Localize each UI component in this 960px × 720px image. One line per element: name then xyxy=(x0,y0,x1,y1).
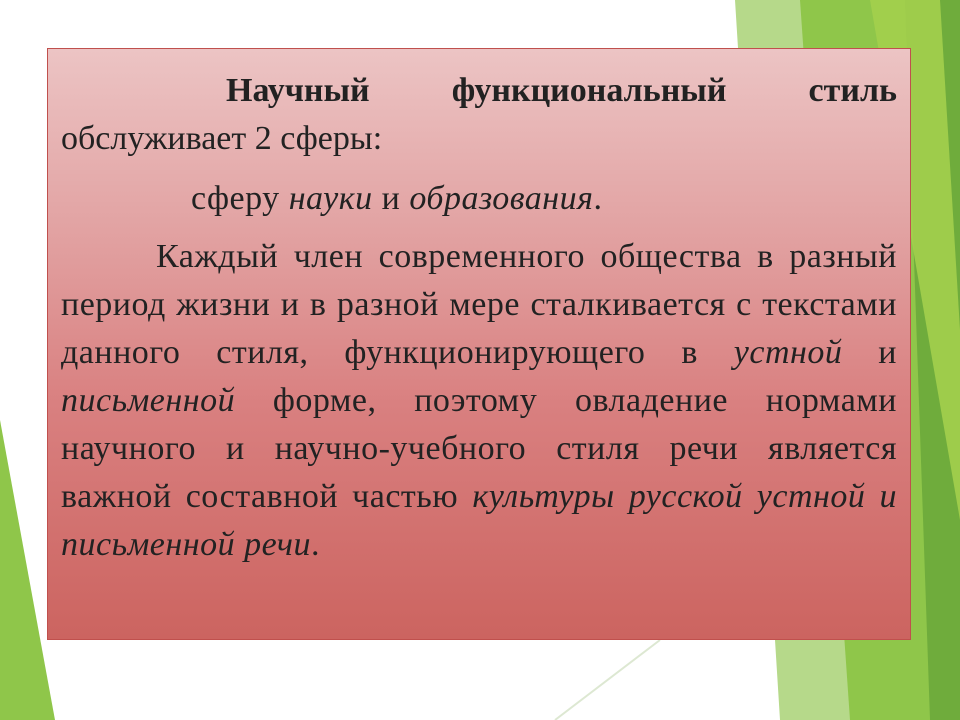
body-text-2: форме, поэтому овладение нормами научного и научно-учебного стиля речи является важной составной частью xyxy=(61,382,897,515)
body-and-text: и xyxy=(842,334,898,371)
heading-bold-text: Научный функциональный стиль xyxy=(226,72,897,109)
body-period: . xyxy=(310,526,320,563)
education-italic: образования xyxy=(409,180,594,217)
oral-italic: устной xyxy=(733,334,843,371)
written-italic: письменной xyxy=(61,382,236,419)
paragraph-intro xyxy=(61,67,897,163)
paragraph-spheres xyxy=(61,175,897,223)
thin-decor-line xyxy=(555,640,660,720)
science-italic: науки xyxy=(288,180,373,217)
main-text-box xyxy=(47,48,911,640)
spheres-text: сферу xyxy=(191,180,289,217)
and-text: и xyxy=(372,180,410,217)
intro-rest-text: обслуживает 2 сферы: xyxy=(61,120,383,157)
period-text: . xyxy=(593,180,603,217)
culture-italic: культуры русской устной и письменной речи xyxy=(61,478,897,563)
body-text-1: Каждый член современного общества в разный период жизни и в разной мере сталкивается с текстами данного стиля, функционирующего в xyxy=(61,238,897,371)
paragraph-body xyxy=(61,233,897,569)
